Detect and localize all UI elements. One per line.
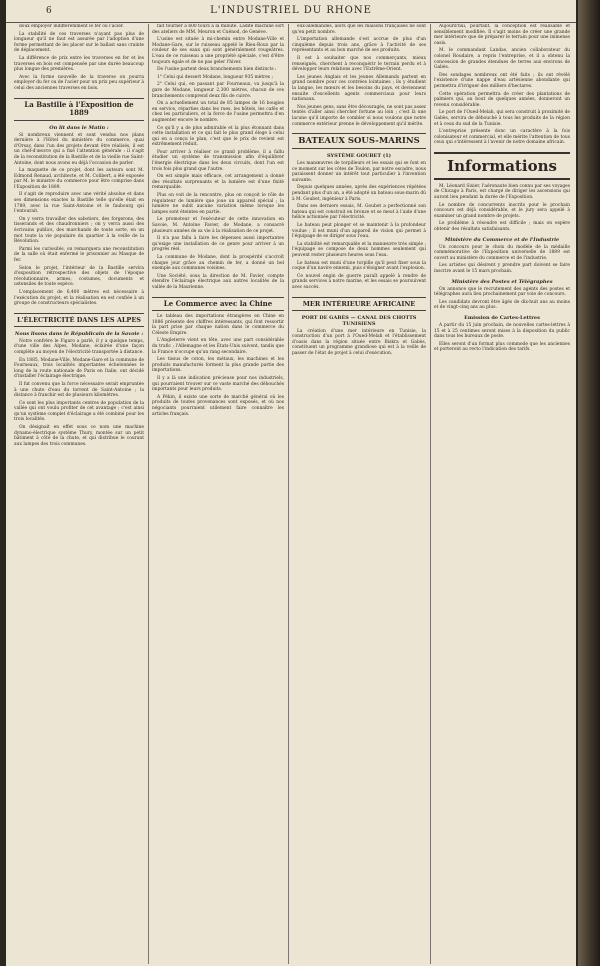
paragraph: Les artistes qui désirent y prendre part doivent se faire inscrire avant le 15 mars prochain. bbox=[434, 263, 570, 274]
column-4 bbox=[434, 24, 570, 964]
paragraph: La commune de Modane, dont la prospérité s'accroît chaque jour grâce au chemin de fer, a donné un bel exemple aux communes voisines. bbox=[152, 254, 284, 272]
newspaper-page bbox=[6, 0, 576, 966]
column-divider bbox=[430, 24, 431, 964]
paragraph: Les jeunes Anglais et les jeunes Allemands partent en grand nombre pour ces contrées lointaines ; ils y étudient la langue, les mœurs et les besoins du pays, et deviennent ensuite d'excellents agents commerciaux pour leurs nationaux. bbox=[292, 74, 426, 103]
paragraph: On a actuellement un total de 85 lampes de 16 bougies en service, réparties dans les rues, les hôtels, les cafés et chez les particuliers, et la force de l'usine permettra d'en augmenter encore le nombre. bbox=[152, 101, 284, 123]
paragraph: Si nombreux viennent et sont vendus nos plans dernière à l'Hôtel du ministère du commerce, quai d'Orsay, dans l'un des projets devant être réalisés, il est un chef-d'œuvre qui a fixé l'attention générale : il s'agit de la reconstitution de la Bastille et de la vieille rue Saint-Antoine, dont nous avons eu déjà l'occasion de parler. bbox=[14, 132, 144, 166]
paragraph: Avec la forme nouvelle de la traverse on pourra employer du fer ou de l'acier pour un prix peu supérieur à celui des anciennes traverses en bois. bbox=[14, 74, 144, 91]
paragraph: Le problème à résoudre est difficile ; mais on espère obtenir des résultats satisfaisants. bbox=[434, 221, 570, 233]
paragraph: Il fut convenu que la force nécessaire serait empruntée à une chute d'eau du torrent de Saint-Antoine ; la distance à franchir est de plusieurs kilomètres. bbox=[14, 381, 144, 399]
article-heading-bateaux: BATEAUX SOUS-MARINS bbox=[292, 133, 426, 149]
paragraph: La stabilité est remarquable et la manœuvre très simple ; l'équipage se compose de deux hommes seulement qui peuvent rester plusieurs heures sous l'eau. bbox=[292, 241, 426, 258]
column-1 bbox=[14, 24, 144, 964]
paragraph: Ce qu'il y a de plus admirable et la plus étonnant dans cette installation et ce qui fait le plus grand éloge à celui qui en a conçu le plan, c'est que le prix de revient est extrêmement réduit. bbox=[152, 125, 284, 148]
article-subheading: Nous lisons dans le Républicain de la Savoie : bbox=[14, 330, 144, 337]
column-3 bbox=[292, 24, 426, 964]
paragraph: Elles seront d'un format plus commode que les anciennes et porteront au recto l'indication des tarifs. bbox=[434, 341, 570, 353]
paragraph: eux-allemandes, alors que les maisons françaises ne sont qu'en petit nombre. bbox=[292, 24, 426, 35]
paragraph: On y verra travailler des sabotiers, des forgerons, des tisserands et des chaudronniers ; on y verra aussi des écrivains publics, des marchands de toute sorte, en un mot toute la vie populaire du quartier à la veille de la Révolution. bbox=[14, 216, 144, 245]
paragraph: 1° Celui qui dessert Modane, longueur 935 mètres ; bbox=[157, 74, 273, 80]
article-subheading: SYSTÈME GOUBET (1) bbox=[326, 153, 392, 160]
paragraph: La maquette de ce projet, dont les auteurs sont M. Edmond Renaud, architecte, et M. Colibert, a été exposée par M. le ministre du commerce pour être comprise dans l'Exposition de 1889. bbox=[14, 168, 144, 190]
paragraph: Dans ses derniers essais, M. Goubet a perfectionné son bateau qui est construit en bronze et se meut à l'aide d'une hélice actionnée par l'électricité. bbox=[292, 204, 426, 221]
paragraph: Le tableau des importations étrangères en Chine en 1886 présente des chiffres intéressants, qui font ressortir la part prise par chaque nation dans le commerce du Céleste Empire. bbox=[152, 314, 284, 336]
paragraph: doux employer indifféremment le fer ou l'acier. bbox=[19, 24, 124, 29]
paragraph: A Pékin, il existe une sorte de marché général où les produits de toutes provenances sont exposés, et où nos négociants pourraient utilement faire connaître les articles français. bbox=[152, 394, 284, 417]
column-divider bbox=[148, 24, 149, 964]
paragraph: Il s'agit de reproduire avec une vérité absolue et dans ses dimensions exactes la Bastille telle qu'elle était en 1789, avec la rue Saint-Antoine et le faubourg qui l'entourait. bbox=[14, 192, 144, 215]
paragraph: Des sondages nombreux ont été faits ; ils ont révélé l'existence d'une nappe d'eau artésienne abondante qui permettra d'irriguer des milliers d'hectares. bbox=[434, 72, 570, 89]
paragraph: L'Angleterre vient en tête, avec une part considérable du trafic ; l'Allemagne et les États-Unis suivent, tandis que la France n'occupe qu'un rang secondaire. bbox=[152, 338, 284, 355]
paragraph: Ce sont les plus importants centres de population de la vallée qui ont voulu profiter de cet avantage ; c'est ainsi qu'un système complet d'éclairage a été combiné pour les trois localités. bbox=[14, 400, 144, 423]
paragraph: Depuis quelques années, après des expériences répétées pendant plus d'un an, a été adopté un bateau sous-marin dû à M. Goubet, ingénieur à Paris. bbox=[292, 185, 426, 202]
paragraph: Parmi les curiosités, on remarquera une reconstitution de la salle où était enfermé le prisonnier au Masque de fer. bbox=[14, 246, 144, 263]
paragraph: L'entreprise présente donc un caractère à la fois colonisateur et commercial, et elle mérite l'attention de tous ceux qui s'intéressent à l'avenir de notre domaine africain. bbox=[434, 129, 570, 146]
paragraph: Pour arriver à réaliser ce grand problème, il a fallu étudier un système de transmission afin d'équilibrer l'énergie électrique dans les deux circuits, dont l'un est trois fois plus grand que l'autre. bbox=[152, 149, 284, 172]
paragraph: Ce nouvel engin de guerre paraît appelé à rendre de grands services à notre marine, et les essais se poursuivent avec succès. bbox=[292, 273, 426, 290]
article-subheading: On lit dans le Matin : bbox=[49, 124, 109, 131]
page-header bbox=[6, 0, 576, 23]
article-heading-mer: MER INTÉRIEURE AFRICAINE bbox=[292, 297, 426, 311]
article-heading-bastille: La Bastille à l'Exposition de 1889 bbox=[14, 98, 144, 121]
column-divider bbox=[288, 24, 289, 964]
paragraph: Nos jeunes gens, sans être découragés, ne sont pas assez tentés d'aller ainsi chercher fortune au loin ; c'est là une lacune qu'il importe de combler si nous voulons que notre commerce extérieur prenne le développement qu'il mérite. bbox=[292, 104, 426, 127]
newspaper-title: L'INDUSTRIEL DU RHONE bbox=[210, 5, 372, 16]
paragraph: A partir du 15 juin prochain, de nouvelles cartes-lettres à 15 et à 25 centimes seront mises à la disposition du public dans tous les bureaux de poste. bbox=[434, 322, 570, 340]
paragraph: Le bateau peut plonger et se maintenir à la profondeur voulue ; il est muni d'un appareil de vision qui permet à l'équipage de se diriger sous l'eau. bbox=[292, 223, 426, 240]
paragraph: M. Léonard Sixier, l'aéronaute bien connu par ses voyages de Chicago à Paris, est chargé de diriger les ascensions qui auront lieu pendant la durée de l'Exposition. bbox=[434, 183, 570, 201]
paragraph: Le bateau est muni d'une torpille qu'il peut fixer sous la coque d'un navire ennemi, puis s'éloigner avant l'explosion. bbox=[292, 260, 426, 272]
article-heading-electricite: L'ÉLECTRICITÉ DANS LES ALPES bbox=[14, 313, 144, 327]
paragraph: M. le commandant Landas, ancien collaborateur du colonel Roudaire, a repris l'entreprise, et il a obtenu la concession de grandes étendues de terres aux environs de Gabès. bbox=[434, 48, 570, 71]
paragraph: On désignait en effet sous ce nom une machine dynamo-électrique système Thury, montée sur un petit bâtiment à côté de la chute, et qui distribue le courant aux lampes des trois communes. bbox=[14, 425, 144, 447]
paragraph: On annonce que le recrutement des agents des postes et télégraphes aura lieu prochainement par voie de concours. bbox=[434, 286, 570, 298]
paragraph: L'emplacement de 6,400 mètres est nécessaire à l'exécution du projet, et la réalisation en est confiée à un groupe de constructeurs spécialistes. bbox=[14, 289, 144, 307]
news-subheading: Ministère des Postes et Télégraphes bbox=[451, 278, 553, 285]
paragraph: Notre confrère le Figaro a parlé, il y a quelque temps, d'une ville des Alpes, Modane, éclairée d'une façon complète au moyen de l'électricité transportée à distance. bbox=[14, 338, 144, 355]
paragraph: Le nombre de concurrents inscrits pour le prochain concours est déjà considérable, et le jury sera appelé à examiner un grand nombre de projets. bbox=[434, 202, 570, 219]
section-heading-informations: Informations bbox=[434, 152, 570, 180]
paragraph: Cette opération permettra de créer des plantations de palmiers qui, au bout de quelques années, donneront un revenu considérable. bbox=[434, 91, 570, 108]
news-subheading: Ministère du Commerce et de l'Industrie bbox=[444, 236, 560, 243]
paragraph: fait tourner à 600 tours à la minute. Ladite machine sort des ateliers de MM. Meuron et Cuénod, de Genève. bbox=[152, 24, 284, 35]
paragraph: Les manœuvres de torpilleurs et les essais qui se font en ce moment sur les côtes de Toulon, par notre escadre, nous paraissent donner un intérêt tout particulier à l'invention suivante. bbox=[292, 161, 426, 183]
paragraph: Il est à souhaiter que nos commerçants, mieux renseignés, cherchent à reconquérir le terrain perdu et à développer leurs relations avec l'Extrême-Orient. bbox=[292, 55, 426, 73]
paragraph: En 1885, Modane-Ville, Modane-Gare et la commune de Fourneaux, trois localités importantes échelonnées le long de la route nationale de Paris en Italie, ont décidé d'installer l'éclairage électrique. bbox=[14, 357, 144, 380]
paragraph: Un concours pour le choix du modèle de la médaille commémorative de l'Exposition universelle de 1889 est ouvert au ministère du commerce et de l'industrie. bbox=[434, 244, 570, 261]
paragraph: Les candidats devront être âgés de dix-huit ans au moins et de vingt-cinq ans au plus. bbox=[434, 299, 570, 311]
paragraph: Plus on voit de la rencontre, plus on conçoit le rôle de régulateur de lumière que joue un appareil spécial ; la lumière ne subit aucune variation même lorsque les lampes sont éteintes en partie. bbox=[152, 193, 284, 215]
paragraph: La stabilité de ces traverses n'ayant pas plus de longueur qu'il ne faut est assurée par l'adoption d'une forme permettant de les placer sur le ballast sans crainte de déplacement. bbox=[14, 31, 144, 54]
paragraph: Les tissus de coton, les métaux, les machines et les produits manufacturés forment la plus grande partie des importations. bbox=[152, 357, 284, 374]
page-number: 6 bbox=[46, 6, 52, 16]
paragraph: La différence de prix entre les traverses en fer et les traverses en bois est compensée par une durée beaucoup plus longue des premières. bbox=[14, 55, 144, 73]
paragraph: L'usine est située à mi-chemin entre Modane-Ville et Modane-Gare, sur le ruisseau appelé le Rieu-Roux par la couleur de ses eaux qui sont généralement rougeâtres. L'eau de ce ruisseau a une propriété spéciale, c'est d'être toujours égale et de ne pas geler l'hiver. bbox=[152, 37, 284, 65]
article-heading-chine: Le Commerce avec la Chine bbox=[152, 297, 284, 312]
paragraph: L'importation allemande s'est accrue de plus d'un cinquième depuis trois ans, grâce à l'activité de ses représentants et au bon marché de ses produits. bbox=[292, 37, 426, 54]
paragraph: De l'usine partent deux branchements bien distincts : bbox=[157, 67, 277, 73]
paragraph: La création d'une mer intérieure en Tunisie, la construction d'un port à l'Oued-Melah et l'établissement d'oasis dans la région située entre Biskra et Gabès, constituent un programme grandiose qui est à la veille de passer de l'état de projet à celui d'exécution. bbox=[292, 328, 426, 356]
paragraph: Il y a là une indication précieuse pour nos industriels, qui pourraient trouver sur ce vaste marché des débouchés importants pour leurs produits. bbox=[152, 375, 284, 393]
book-spine bbox=[578, 0, 600, 966]
paragraph: Selon le projet, l'intérieur de la Bastille servira d'exposition rétrospective des objets de l'époque révolutionnaire, armes, costumes, documents et ustensiles de toute espèce. bbox=[14, 265, 144, 288]
paragraph: Aujourd'hui, pourtant, la conception est réalisable et sensiblement modifiée. Il s'agit moins de créer une grande mer intérieure que de préparer le terrain pour une immense oasis. bbox=[434, 24, 570, 46]
paragraph: On est simple mais efficace, cet arrangement a donné des résultats surprenants et la lumière est d'une fixité remarquable. bbox=[152, 174, 284, 191]
paragraph: 2° Celui qui, en passant par Fourneaux, va jusqu'à la gare de Modane, longueur 2,300 mètres, chacun de ces branchements comprend deux fils de cuivre. bbox=[152, 82, 284, 99]
paragraph: Le promoteur et l'exécuteur de cette innovation en Savoie, M. Antoine Favier, de Modane, a consacré plusieurs années de sa vie à la réalisation de ce projet. bbox=[152, 217, 284, 234]
paragraph: Le port de l'Oued-Melah, qui sera construit à proximité de Gabès, servira de débouché à tous les produits de la région et à ceux du sud de la Tunisie. bbox=[434, 110, 570, 127]
article-subheading: PORT DE GABÈS — CANAL DES CHOTTS TUNISIENS bbox=[301, 314, 417, 327]
news-subheading: Emission de Cartes-Lettres bbox=[464, 314, 540, 321]
paragraph: Il n'a pas fallu à faire les dépenses aussi importantes qu'exige une installation de ce genre pour arriver à un progrès réel. bbox=[152, 236, 284, 253]
column-2 bbox=[152, 24, 284, 964]
paragraph: Une Société, sous la direction de M. Favier, compte étendre l'éclairage électrique aux autres localités de la vallée de la Maurienne. bbox=[152, 273, 284, 290]
